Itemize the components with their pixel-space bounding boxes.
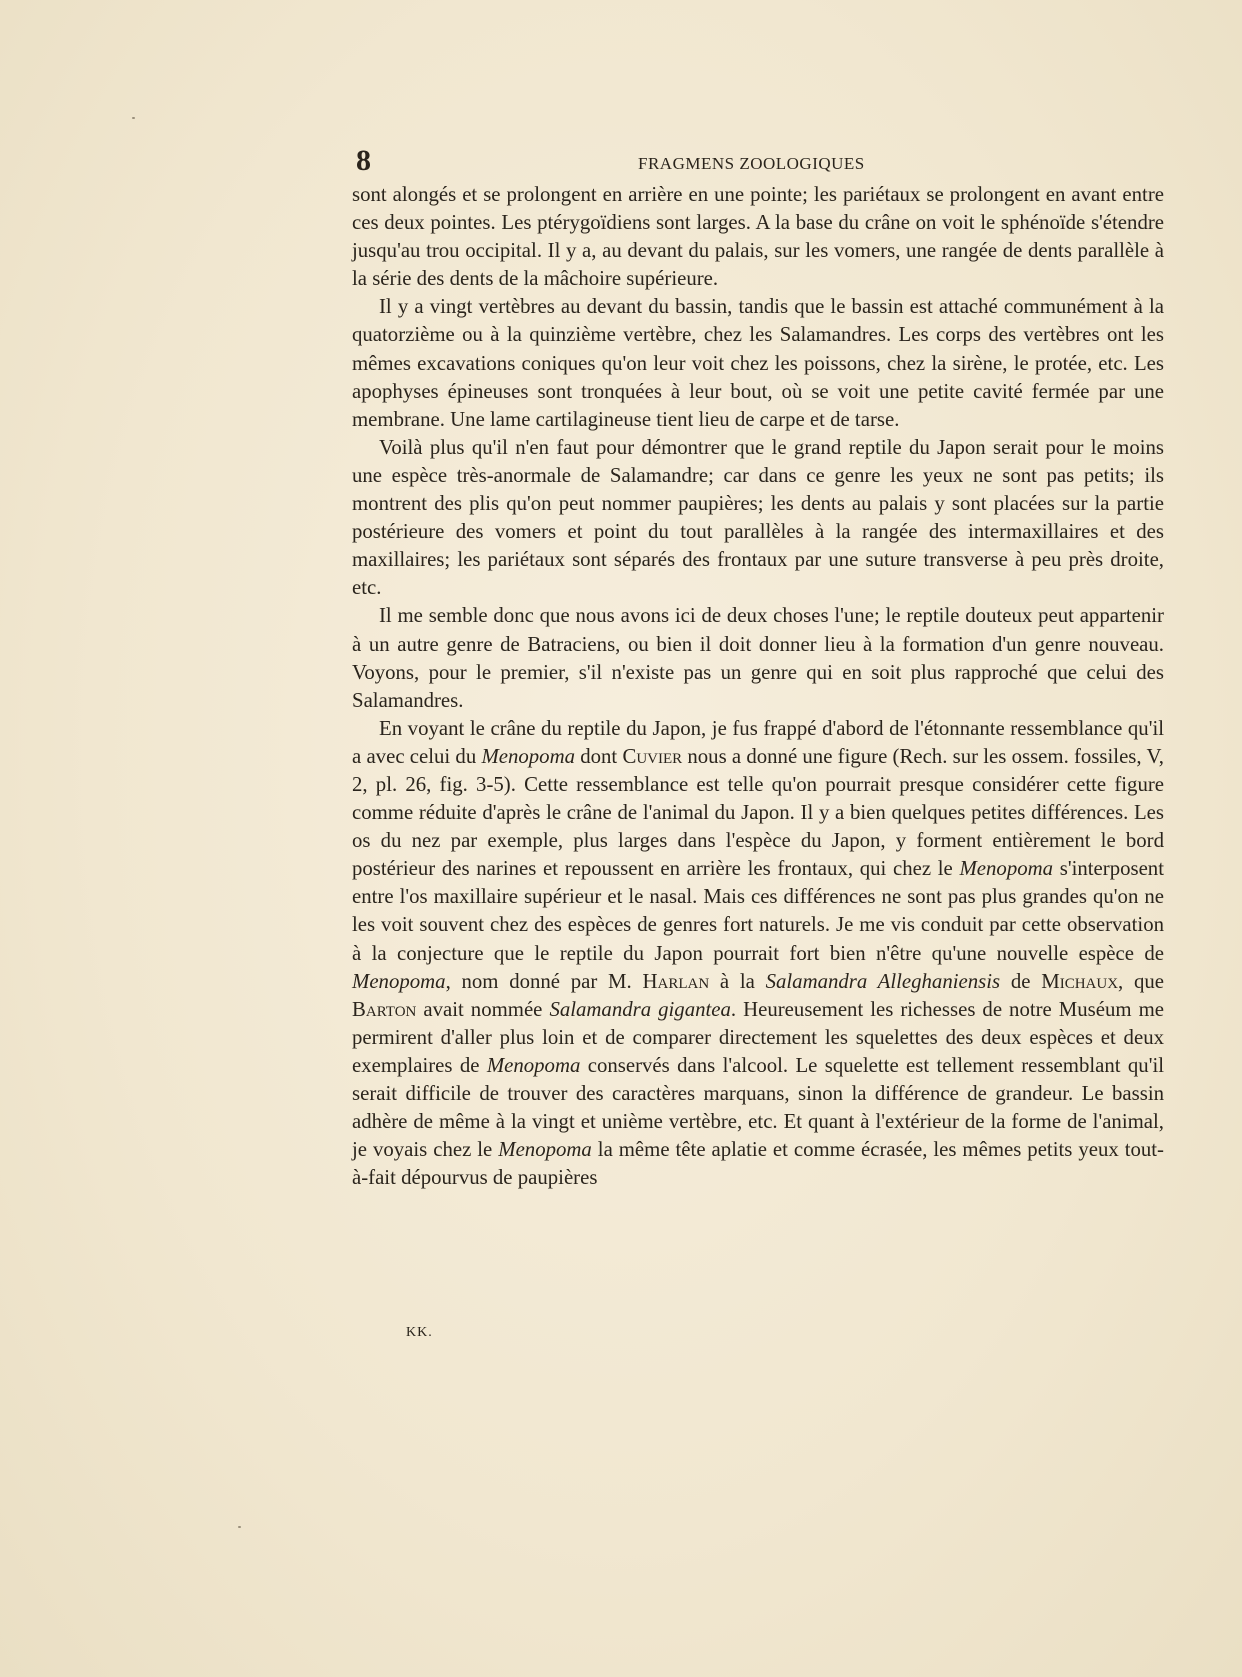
- paragraph: [352, 181, 1164, 293]
- italic-term: Salamandra gigantea: [549, 997, 731, 1021]
- text-run: à la: [709, 969, 766, 993]
- text-run: avait nommée: [416, 997, 550, 1021]
- author-name: Barton: [352, 997, 417, 1021]
- paragraph: [352, 293, 1164, 433]
- text-run: s'interposent entre l'os maxillaire supérieur et le nasal. Mais ces différences ne sont pas plus grandes qu'on ne les voit souvent chez des espèces de genres fort naturels. Je me vis conduit par cette observation à la conjecture que le reptile du Japon pourrait fort bien n'être qu'une nouvelle espèce de: [352, 857, 1164, 965]
- italic-term: Menopoma: [959, 857, 1054, 881]
- text-run: , nom donné par M.: [445, 969, 643, 993]
- author-name: Cuvier: [622, 744, 683, 768]
- paper-speck: [132, 117, 135, 119]
- author-name: Harlan: [642, 969, 710, 993]
- paragraph: [352, 715, 1164, 1193]
- text-run: conservés dans l'alcool. Le squelette est tellement ressemblant qu'il serait difficile de trouver des caractères marquans, sinon la différence de grandeur. Le bassin adhère de même à la vingt et unième vertèbre, etc. Et quant à l'extérieur de la forme de l'animal, je voyais chez le: [352, 1053, 1165, 1162]
- text-run: sont alongés et se prolongent en arrière en une pointe; les pariétaux se prolongent en avant entre ces deux pointes. Les ptérygoïdiens sont larges. A la base du crâne on voit le sphénoïde s'étendre jusqu'au trou occipital. Il y a, au devant du palais, sur les vomers, une rangée de dents parallèle à la série des dents de la mâchoire supérieure.: [352, 183, 1164, 291]
- signature-mark: KK.: [406, 1325, 433, 1340]
- italic-term: Salamandra Alleghaniensis: [765, 969, 1001, 993]
- paragraph: [352, 602, 1164, 714]
- italic-term: Menopoma: [486, 1053, 581, 1077]
- text-run: Voilà plus qu'il n'en faut pour démontrer que le grand reptile du Japon serait pour le moins une espèce très-anormale de Salamandre; car dans ce genre les yeux ne sont pas petits; ils montrent des plis qu'on peut nommer paupières; les dents au palais y sont placées sur la partie postérieure des vomers et point du tout parallèles à la rangée des intermaxillaires et des maxillaires; les pariétaux sont séparés des frontaux par une suture transverse à peu près droite, etc.: [352, 435, 1164, 600]
- text-run: Il y a vingt vertèbres au devant du bassin, tandis que le bassin est attaché communément à la quatorzième ou à la quinzième vertèbre, chez les Salamandres. Les corps des vertèbres ont les mêmes excavations coniques qu'on leur voit chez les poissons, chez la sirène, le protée, etc. Les apophyses épineuses sont tronquées à leur bout, où se voit une petite cavité fermée par une membrane. Une lame cartilagineuse tient lieu de carpe et de tarse.: [352, 295, 1164, 431]
- text-run: Il me semble donc que nous avons ici de deux choses l'une; le reptile douteux peut appartenir à un autre genre de Batraciens, ou bien il doit donner lieu à la formation d'un genre nouveau. Voyons, pour le premier, s'il n'existe pas un genre qui en soit plus rapproché que celui des Salamandres.: [352, 604, 1164, 712]
- text-run: la même tête aplatie et comme écrasée, les mêmes petits yeux tout-à-fait dépourvus de paupières: [352, 1138, 1164, 1190]
- page-header: [352, 146, 1172, 180]
- page-number: 8: [356, 144, 371, 177]
- paper-speck: [238, 1526, 241, 1528]
- italic-term: Menopoma: [352, 969, 446, 993]
- text-run: dont: [575, 744, 623, 768]
- paragraph: [352, 434, 1164, 603]
- text-run: , que: [1118, 969, 1164, 993]
- italic-term: Menopoma: [481, 744, 576, 768]
- text-run: En voyant le crâne du reptile du Japon, je fus frappé d'abord de l'étonnante ressemblance qu'il a avec celui du: [352, 716, 1164, 768]
- running-title: FRAGMENS ZOOLOGIQUES: [638, 154, 865, 173]
- text-run: . Heureusement les richesses de notre Muséum me permirent d'aller plus loin et de comparer directement les squelettes des deux espèces et deux exemplaires de: [352, 997, 1165, 1077]
- italic-term: Menopoma: [498, 1138, 592, 1162]
- body-text: [352, 181, 1164, 1192]
- text-run: nous a donné une figure (Rech. sur les ossem. fossiles, V, 2, pl. 26, fig. 3-5). Cette ressemblance est telle qu'on pourrait presque considérer cette figure comme réduite d'après le crâne de l'animal du Japon. Il y a bien quelques petites différences. Les os du nez par exemple, plus larges dans l'espèce du Japon, y forment entièrement le bord postérieur des narines et repoussent en arrière les frontaux, qui chez le: [352, 744, 1164, 881]
- author-name: Michaux: [1041, 969, 1119, 993]
- text-run: de: [1000, 969, 1042, 993]
